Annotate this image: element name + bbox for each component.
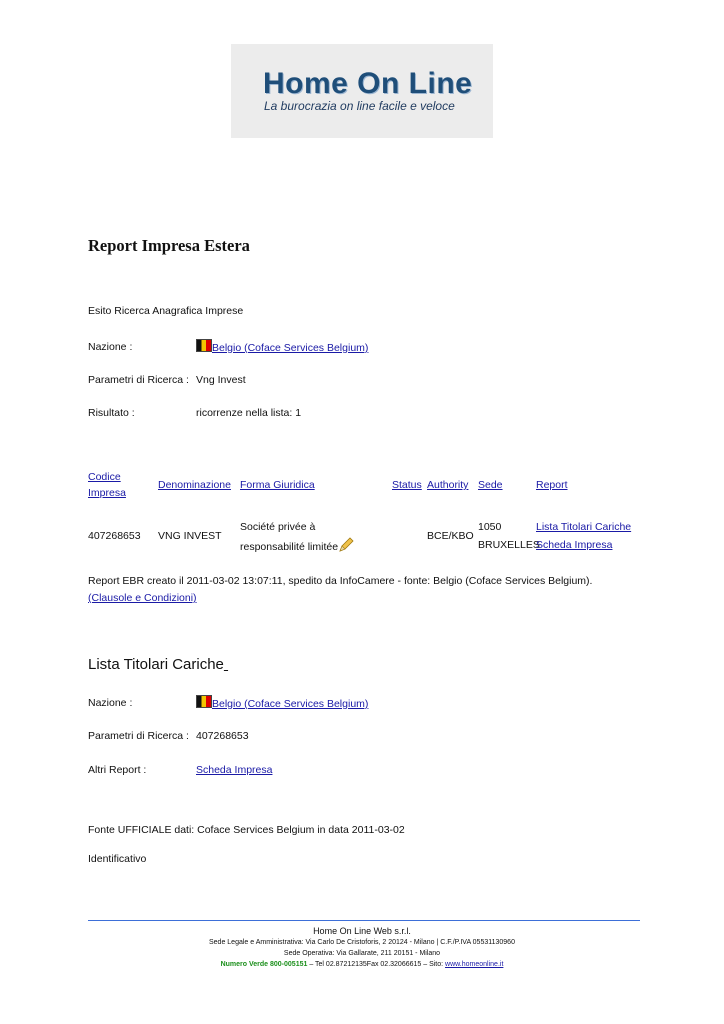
header-codice[interactable]: [88, 469, 126, 501]
altri-report-label: Altri Report :: [88, 764, 147, 776]
nazione-label: Nazione :: [88, 341, 133, 353]
row-codice: 407268653: [88, 530, 141, 542]
altri-scheda-link[interactable]: Scheda Impresa: [196, 764, 273, 776]
belgium-flag-icon: [196, 339, 212, 352]
search-header: Esito Ricerca Anagrafica Imprese: [88, 305, 244, 317]
fonte-text: Fonte UFFICIALE dati: Coface Services Belgium in data 2011-03-02: [88, 824, 405, 836]
risultato-label: Risultato :: [88, 407, 135, 419]
logo-title: Home On Line: [263, 67, 473, 100]
row-forma-line1: Société privée à: [240, 521, 316, 533]
header-authority[interactable]: Authority: [427, 479, 469, 491]
belgium-flag-icon: [196, 695, 212, 708]
footer-contacts-text: – Tel 02.87212135Fax 02.32066615 – Sito:: [307, 961, 446, 968]
parametri-label-2: Parametri di Ricerca :: [88, 730, 189, 742]
row-sede-line1: 1050: [478, 521, 502, 533]
pencil-icon[interactable]: [338, 537, 354, 553]
edit-link[interactable]: [338, 541, 354, 553]
page-title: Report Impresa Estera: [88, 236, 250, 255]
header-status[interactable]: Status: [392, 479, 422, 491]
parametri-label: Parametri di Ricerca :: [88, 374, 189, 386]
row-report: [536, 519, 631, 553]
header-sede[interactable]: Sede: [478, 479, 503, 491]
header-denominazione[interactable]: Denominazione: [158, 479, 231, 491]
row-denominazione: VNG INVEST: [158, 530, 222, 542]
section-title-text: Lista Titolari Cariche: [88, 656, 224, 673]
header-codice-line2[interactable]: Impresa: [88, 487, 126, 499]
header-report[interactable]: Report: [536, 479, 568, 491]
footer-site-link[interactable]: www.homeonline.it: [445, 961, 504, 968]
footer-numero-verde: Numero Verde 800-005151: [220, 961, 308, 968]
nazione-link[interactable]: Belgio (Coface Services Belgium): [212, 342, 369, 354]
lista-titolari-link[interactable]: Lista Titolari Cariche: [536, 521, 632, 533]
nazione-label-2: Nazione :: [88, 697, 133, 709]
header-codice-line1[interactable]: Codice: [88, 471, 121, 483]
report-note: Report EBR creato il 2011-03-02 13:07:11, spedito da InfoCamere - fonte: Belgio (Coface Services Belgium).: [88, 575, 593, 587]
nazione-value-2: [196, 695, 368, 712]
parametri-value-2: 407268653: [196, 730, 249, 742]
footer-sede-operativa: Sede Operativa: Via Gallarate, 211 20151 - Milano: [283, 950, 441, 957]
footer-divider: [88, 920, 640, 921]
row-forma: [240, 519, 354, 555]
row-sede-line2: BRUXELLES: [478, 539, 540, 551]
section-title-lista: [88, 656, 228, 673]
risultato-value: ricorrenze nella lista: 1: [196, 407, 302, 419]
header-forma-giuridica[interactable]: Forma Giuridica: [240, 479, 315, 491]
footer-company: Home On Line Web s.r.l.: [313, 926, 411, 936]
parametri-value: Vng Invest: [196, 374, 246, 386]
clausole-link[interactable]: (Clausole e Condizioni): [88, 592, 197, 604]
footer-sede-legale: Sede Legale e Amministrativa: Via Carlo De Cristoforis, 2 20124 - Milano | C.F./P.IVA 05531130960: [209, 939, 515, 946]
scheda-impresa-link[interactable]: Scheda Impresa: [536, 539, 613, 551]
row-sede: [478, 519, 540, 553]
row-authority: BCE/KBO: [427, 530, 474, 542]
logo: [231, 44, 493, 138]
nazione-value: [196, 339, 368, 356]
logo-subtitle: La burocrazia on line facile e veloce: [264, 99, 455, 113]
row-forma-line2: responsabilité limitée: [240, 541, 339, 553]
nazione-link-2[interactable]: Belgio (Coface Services Belgium): [212, 698, 369, 710]
identificativo-text: Identificativo: [88, 853, 147, 865]
footer-contacts: [0, 961, 724, 968]
